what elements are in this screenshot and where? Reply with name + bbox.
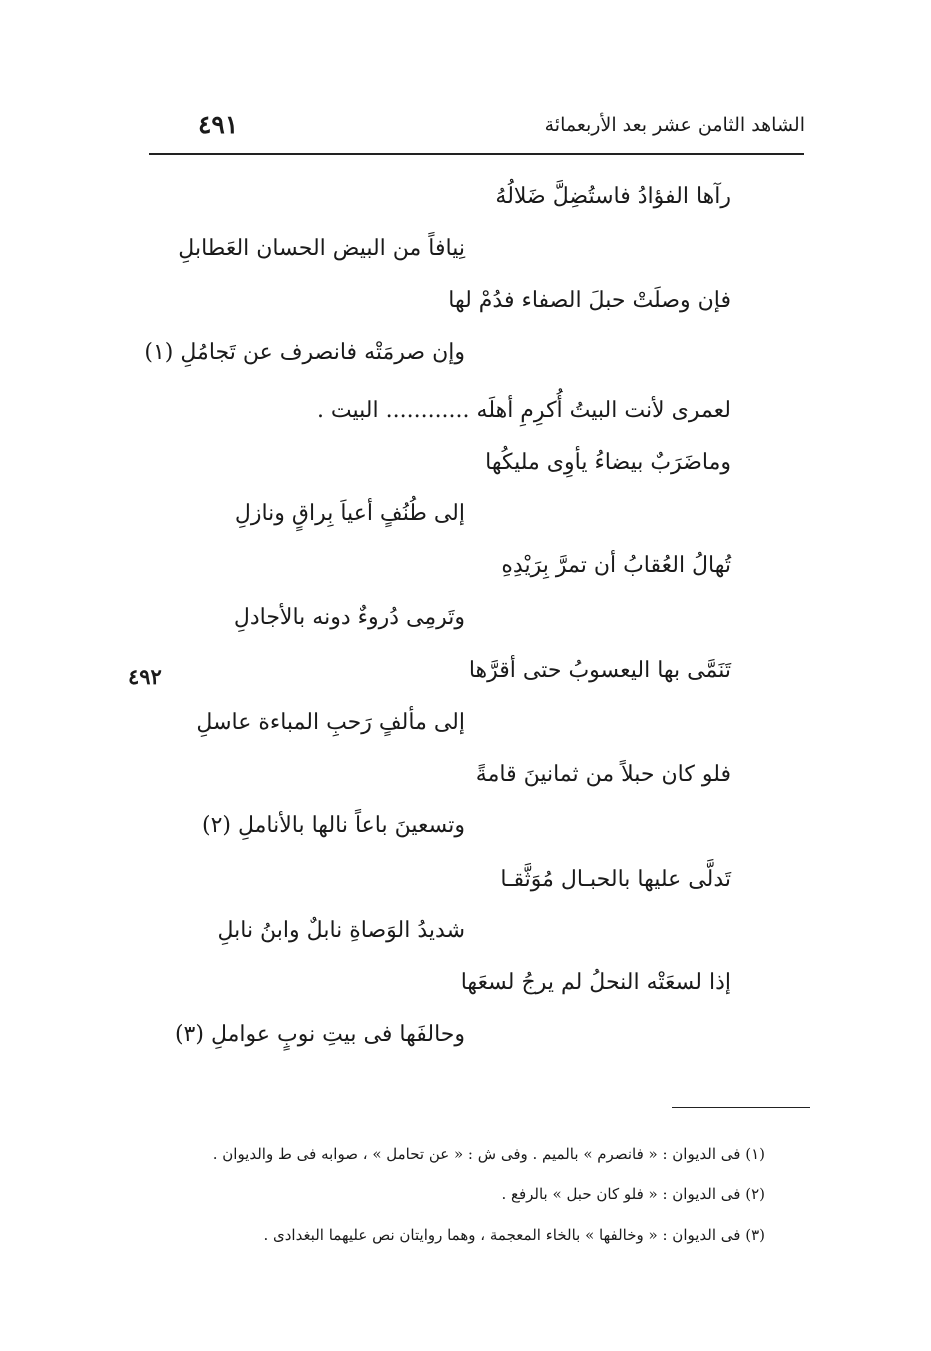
verse-8-first-hemistich: إذا لسعَتْه النحلُ لم يرجُ لسعَها [460,970,731,995]
verse-1-first-hemistich: رآها الفؤادُ فاستُضِلَّ ضَلالُهُ [495,184,731,209]
footnote-1: (١) فى الديوان : « فانصرم » بالميم . وفى ش : « عن تحامل » ، صوابه فى ط والديوان . [212,1145,765,1163]
verse-6-first-hemistich: فلو كان حبلاً من ثمانينَ قامةً [475,762,731,787]
verse-4-first-hemistich: تُهالُ العُقابُ أن تمرَّ بِرَيْدِهِ [501,553,731,578]
footnote-3: (٣) فى الديوان : « وخالفها » بالخاء المعجمة ، وهما روايتان نص عليهما البغدادى . [263,1226,765,1244]
verse-8-second-hemistich: وحالفَها فى بيتِ نوبٍ عواملِ (٣) [174,1022,465,1047]
page-number: ٤٩١ [198,110,239,139]
prose-line: لعمرى لأنت البيتُ أُكرِمِ أهلَه ............ البيت . [316,398,731,423]
verse-7-second-hemistich: شديدُ الوَصاةِ نابلٌ وابنُ نابلِ [217,918,465,943]
verse-5-first-hemistich: تَنَمَّى بها اليعسوبُ حتى أقرَّها [468,658,731,683]
verse-6-second-hemistich: وتسعينَ باعاً نالها بالأناملِ (٢) [201,813,465,838]
margin-page-number: ٤٩٢ [128,664,162,689]
verse-7-first-hemistich: تَدلَّى عليها بالحبـال مُوَثَّقـا [500,867,731,892]
verse-5-second-hemistich: إلى مألفٍ رَحبِ المباءة عاسلِ [196,710,465,735]
running-head [150,110,805,146]
footnote-2: (٢) فى الديوان : « فلو كان حبل » بالرفع . [501,1185,765,1203]
running-title: الشاهد الثامن عشر بعد الأربعمائة [544,114,805,136]
footnote-rule [672,1107,810,1108]
header-rule [149,153,804,155]
verse-1-second-hemistich: نِيافاً من البيض الحسان العَطابلِ [178,236,465,261]
verse-3-second-hemistich: إلى طُنُفٍ أعياَ بِراقٍ ونازلِ [234,501,465,526]
verse-2-first-hemistich: فإن وصلَتْ حبلَ الصفاء فدُمْ لها [448,288,731,313]
verse-3-first-hemistich: وماضَرَبٌ بيضاءُ يأوِى مليكُها [485,450,731,475]
verse-2-second-hemistich: وإن صرمَتْه فانصرف عن تَجامُلِ (١) [144,340,465,365]
verse-4-second-hemistich: وتَرمِى دُروءٌ دونه بالأجادلِ [233,605,465,630]
